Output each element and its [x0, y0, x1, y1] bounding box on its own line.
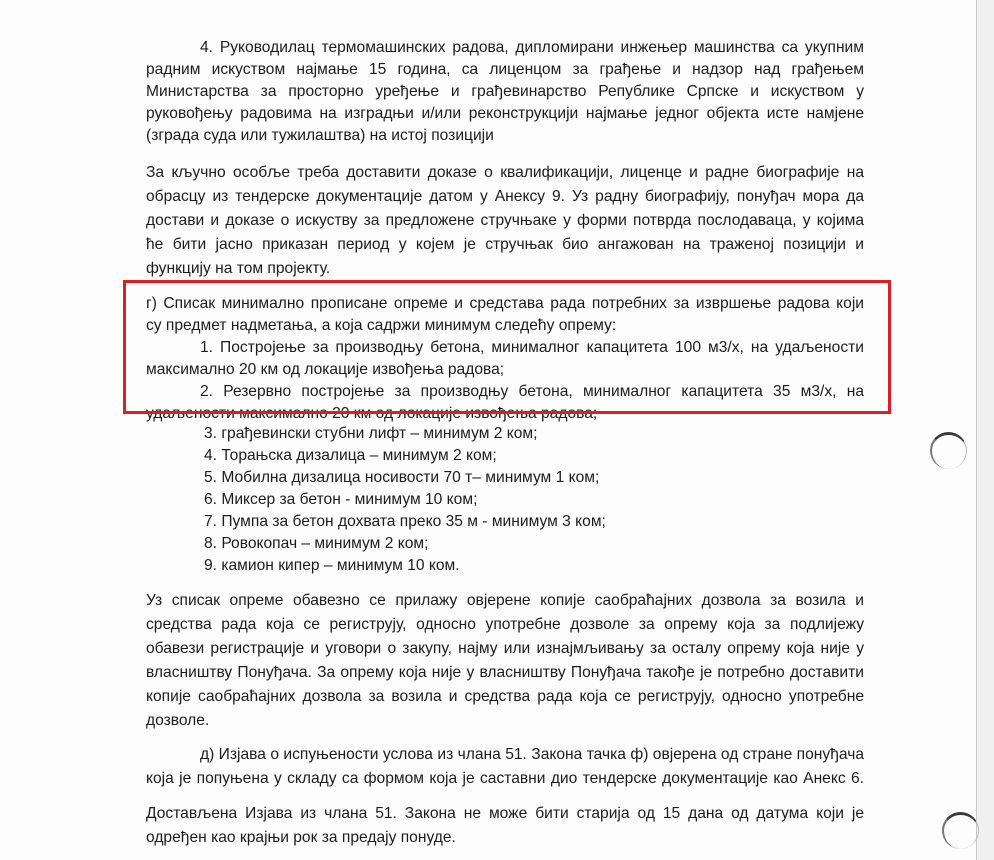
section-heading: г) Списак минимално прописане опреме и средстава рада потребних за извршење радова који — [146, 295, 864, 312]
equipment-item: 9. камион кипер – минимум 10 ком. — [204, 557, 460, 574]
punch-hole — [930, 432, 967, 469]
text-line: За кључно особље треба доставити доказе о квалификацији, лиценце и радне биографије на — [146, 164, 864, 181]
equipment-item: 7. Пумпа за бетон дохвата преко 35 м - минимум 3 ком; — [204, 513, 606, 530]
equipment-item: 3. грађевински стубни лифт – минимум 2 ком; — [204, 425, 538, 442]
text-line: руковођењу радовима на изградњи и/или реконструкцији најмање једног објекта исте намјене — [146, 105, 864, 122]
text-line: обрасцу из тендерске документације датом у Анексу 9. Уз радну биографију, понуђач мора да — [146, 188, 864, 205]
equipment-item: 6. Миксер за бетон - минимум 10 ком; — [204, 491, 478, 508]
page-edge-shadow — [977, 0, 994, 860]
equipment-item: 8. Ровокопач – минимум 2 ком; — [204, 535, 429, 552]
text-line: власништву Понуђача. За опрему која није у власништву Понуђача такође је потребно доставити — [146, 664, 864, 681]
equipment-item: 2. Резервно постројење за производњу бетона, минималног капацитета 35 м3/х, на — [200, 383, 864, 400]
punch-hole — [942, 812, 979, 849]
equipment-item: 5. Мобилна дизалица носивости 70 т– минимум 1 ком; — [204, 469, 600, 486]
text-line: функцију на том пројекту. — [146, 260, 331, 277]
text-line: одређен као крајњи рок за предају понуде. — [146, 829, 456, 846]
text-line: 4. Руководилац термомашинских радова, дипломирани инжењер машинства са укупним — [200, 39, 864, 56]
text-line: обавези регистрације и уговори о закупу, најму или изнајмљивању за осталу опрему која није у — [146, 640, 864, 657]
text-line: копије саобраћајних дозвола за возила и средства рада која се региструју, односно употребне — [146, 688, 864, 705]
equipment-item: 4. Торањска дизалица – минимум 2 ком; — [204, 447, 497, 464]
text-line: средства рада која се региструју, односно употребне дозволе за опрему која за подлијежу — [146, 616, 864, 633]
text-line: су предмет надметања, а која садржи минимум следећу опрему: — [146, 317, 617, 334]
text-line: ће бити јасно приказан период у којем је стручњак био ангажован на траженој позицији и — [146, 236, 864, 253]
text-line: Уз списак опреме обавезно се прилажу овјерене копије саобраћајних дозвола за возила и — [146, 592, 864, 609]
equipment-item: максимално 20 км од локације извођења радова; — [146, 361, 505, 378]
equipment-item: 1. Постројење за производњу бетона, минималног капацитета 100 м3/х, на удаљености — [200, 339, 864, 356]
red-highlight-box — [123, 280, 891, 414]
section-heading: д) Изјава о испуњености услова из члана 51. Закона тачка ф) овјерена од стране понуђача — [200, 746, 864, 763]
equipment-item: удаљености максимално 20 км од локације извођења радова; — [146, 405, 598, 422]
text-line: радним искуством најмање 15 година, са лиценцом за грађење и надзор над грађењем — [146, 61, 864, 78]
text-line: достави и доказе о искуству за предложене стручњаке у форми потврда послодаваца, у којима — [146, 212, 864, 229]
text-line: Министарства за просторно уређење и грађевинарство Републике Српске и искуством у — [146, 83, 864, 100]
text-line: дозволе. — [146, 712, 210, 729]
text-line: Достављена Изјава из члана 51. Закона не може бити старија од 15 дана од датума који је — [146, 805, 864, 822]
text-line: која је попуњена у складу са формом која је саставни дио тендерске документације као Анекс 6. — [146, 770, 864, 787]
text-line: (зграда суда или тужилаштва) на истој позицији — [146, 127, 494, 144]
